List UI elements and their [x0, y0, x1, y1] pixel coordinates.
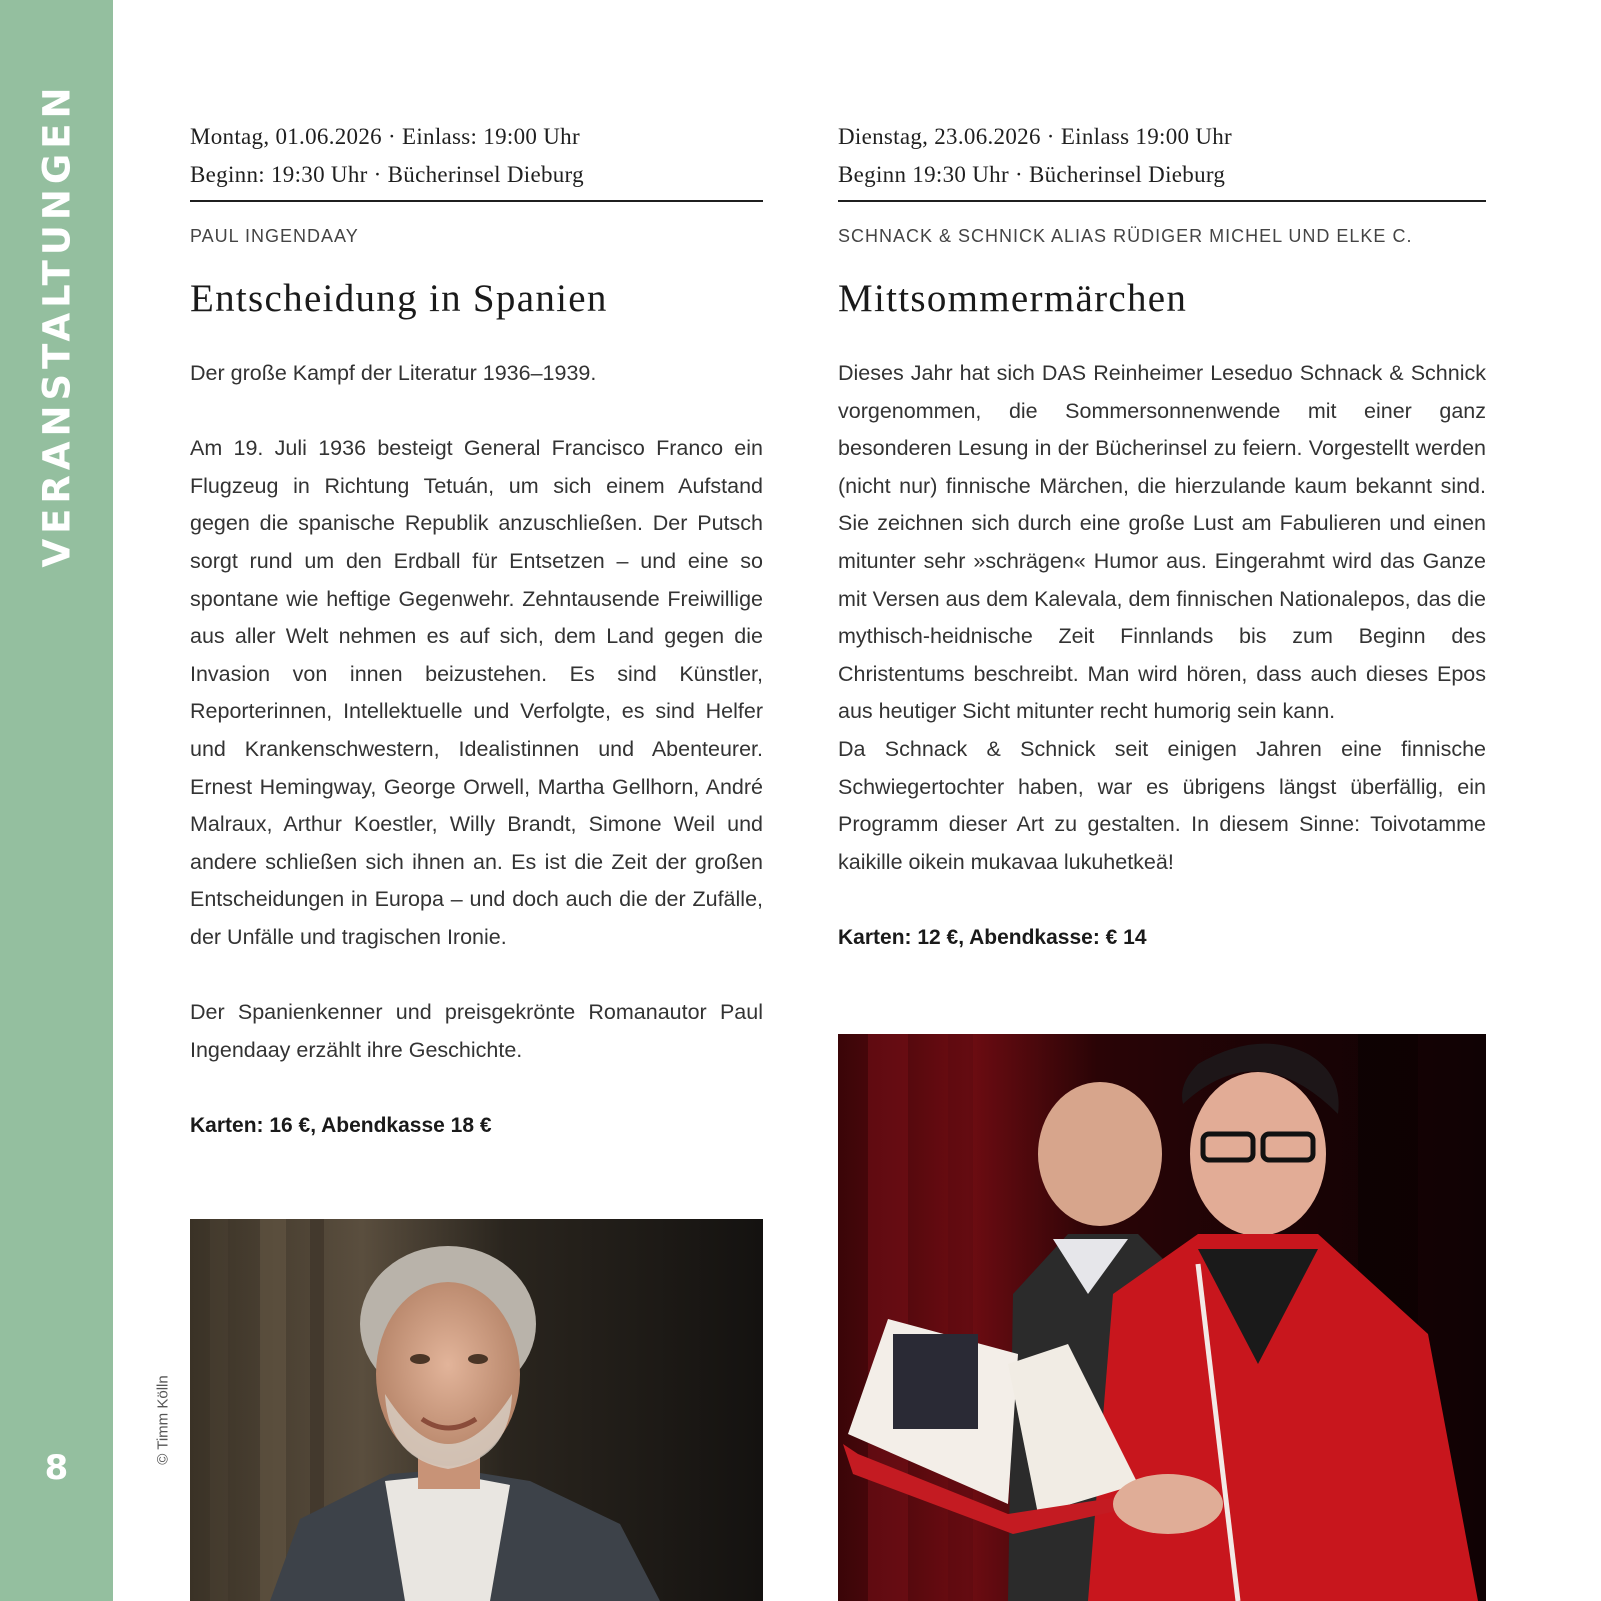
description-paragraph: Der Spanienkenner und preisgekrönte Romanautor Paul Ingendaay erzählt ihre Geschichte. [190, 1000, 763, 1062]
date-line: Montag, 01.06.2026 · Einlass: 19:00 Uhr [190, 124, 580, 149]
date-line: Dienstag, 23.06.2026 · Einlass 19:00 Uhr [838, 124, 1233, 149]
event-author: PAUL INGENDAAY [190, 226, 359, 246]
subtitle-paragraph: Der große Kampf der Literatur 1936–1939. [190, 361, 597, 385]
author-portrait-photo [190, 1219, 763, 1601]
event-author: SCHNACK & SCHNICK ALIAS RÜDIGER MICHEL UND ELKE C. [838, 226, 1413, 246]
description-paragraph: Am 19. Juli 1936 besteigt General Francisco Franco ein Flugzeug in Richtung Tetuán, um sich einem Aufstand gegen die spanische Republik anzuschließen. Der Putsch sorgt rund um den Erdball für Entsetzen – und eine so spontane wie heftige Gegenwehr. Zehntausende Freiwillige aus aller Welt nehmen es auf sich, dem Land gegen die Invasion von innen beizustehen. Es sind Künstler, Reporterinnen, Intellektuelle und Verfolgte, es sind Helfer und Krankenschwestern, Idealistinnen und Abenteurer. Ernest Hemingway, George Orwell, Martha Gellhorn, André Malraux, Arthur Koestler, Willy Brandt, Simone Weil und andere schließen sich ihnen an. Es ist die Zeit der großen Entscheidungen in Europa – und doch auch die der Zufälle, der Unfälle und tragischen Ironie. [190, 436, 763, 949]
event-title: Entscheidung in Spanien [190, 277, 608, 320]
event-column-right [838, 118, 1486, 957]
description-paragraph: Dieses Jahr hat sich DAS Reinheimer Leseduo Schnack & Schnick vorgenommen, die Sommersonnenwende mit einer ganz besonderen Lesung in der Bücherinsel zu feiern. Vorgestellt werden (nicht nur) finnische Märchen, die hierzulande kaum bekannt sind. Sie zeichnen sich durch eine große Lust am Fabulieren und einen mitunter sehr »schrägen« Humor aus. Eingerahmt wird das Ganze mit Versen aus dem Kalevala, dem finnischen Nationalepos, das die mythisch-heidnische Zeit Finnlands bis zum Beginn des Christentums beschreibt. Man wird hören, dass auch dieses Epos aus heutiger Sicht mitunter recht humorig sein kann. [838, 361, 1486, 724]
ticket-price: Karten: 16 €, Abendkasse 18 € [190, 1113, 492, 1137]
event-column-left [190, 118, 763, 1144]
event-description [838, 355, 1486, 957]
event-date-header [838, 118, 1486, 202]
time-venue-line: Beginn 19:30 Uhr · Bücherinsel Dieburg [838, 162, 1226, 187]
description-paragraph: Da Schnack & Schnick seit einigen Jahren eine finnische Schwiegertochter haben, war es übrigens längst überfällig, ein Programm dieser Art zu gestalten. In diesem Sinne: Toivotamme kaikille oikein mukavaa lukuhetkeä! [838, 736, 1486, 874]
event-description [190, 355, 763, 1144]
event-date-header [190, 118, 763, 202]
event-title: Mittsommermärchen [838, 277, 1188, 320]
ticket-price: Karten: 12 €, Abendkasse: € 14 [838, 925, 1147, 949]
section-title: VERANSTALTUNGEN [35, 82, 79, 568]
duo-reading-photo [838, 1034, 1486, 1601]
time-venue-line: Beginn: 19:30 Uhr · Bücherinsel Dieburg [190, 162, 584, 187]
page-number: 8 [44, 1448, 69, 1488]
sidebar [0, 0, 113, 1601]
photo-credit: © Timm Kölln [154, 1375, 172, 1465]
